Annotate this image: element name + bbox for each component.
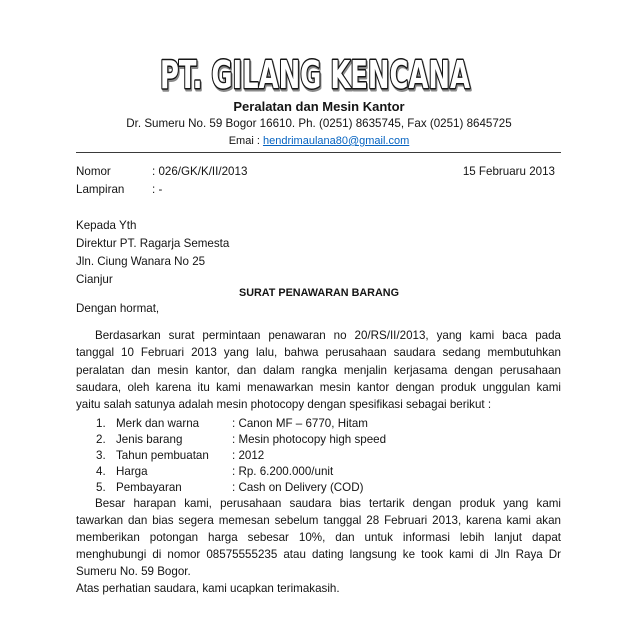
paragraph-line: yaitu salah satunya adalah mesin photocopy dengan spesifikasi sebagai berikut : bbox=[76, 398, 492, 411]
spec-item bbox=[76, 432, 561, 448]
spec-number: 1. bbox=[96, 417, 106, 430]
spec-number: 5. bbox=[96, 481, 106, 494]
company-logo-title bbox=[150, 52, 490, 98]
attachment-label: Lampiran bbox=[76, 183, 125, 196]
company-address: Dr. Sumeru No. 59 Bogor 16610. Ph. (0251) 8635745, Fax (0251) 8645725 bbox=[126, 117, 512, 130]
paragraph-line: Besar harapan kami, perusahaan saudara bias tertarik dengan produk yang kami bbox=[95, 497, 561, 510]
spec-number: 4. bbox=[96, 465, 106, 478]
company-name: PT. GILANG KENCANA bbox=[160, 53, 471, 97]
closing-line: Atas perhatian saudara, kami ucapkan terimakasih. bbox=[76, 582, 340, 595]
recipient-name: Direktur PT. Ragarja Semesta bbox=[76, 237, 230, 250]
recipient-street: Jln. Ciung Wanara No 25 bbox=[76, 255, 206, 268]
spec-number: 2. bbox=[96, 433, 106, 446]
spec-label: Jenis barang bbox=[116, 433, 183, 446]
spec-label: Pembayaran bbox=[116, 481, 182, 494]
email-label: Emai : bbox=[228, 135, 260, 147]
spec-list bbox=[76, 416, 561, 496]
paragraph-line: menghubungi di nomor 08575555235 atau dating langsung ke took kami di Jln Raya Dr bbox=[76, 548, 561, 561]
recipient-greeting: Kepada Yth bbox=[76, 219, 137, 232]
company-email-line bbox=[0, 133, 638, 149]
spec-item bbox=[76, 416, 561, 432]
recipient-city: Cianjur bbox=[76, 273, 113, 286]
letter-number-value: : 026/GK/K/II/2013 bbox=[152, 165, 248, 178]
paragraph-line: saudara, oleh karena itu kami menawarkan mesin kantor dengan produk unggulan kami bbox=[76, 380, 561, 394]
spec-value: : Mesin photocopy high speed bbox=[232, 433, 387, 446]
paragraph-line: Berdasarkan surat permintaan penawaran no 20/RS/II/2013, yang kami baca pada bbox=[95, 329, 561, 342]
letter-subject: SURAT PENAWARAN BARANG bbox=[239, 287, 399, 299]
attachment-row bbox=[76, 181, 561, 199]
spec-value: : Canon MF – 6770, Hitam bbox=[232, 417, 368, 430]
letter-date: 15 Februaru 2013 bbox=[462, 165, 555, 178]
paragraph-1 bbox=[76, 327, 561, 413]
paragraph-line: peralatan dan mesin kantor, dan dalam rangka menjalin kerjasama dengan perusahaan bbox=[76, 363, 561, 377]
spec-item bbox=[76, 464, 561, 480]
recipient-block bbox=[76, 217, 561, 289]
email-link[interactable]: hendrimaulana80@gmail.com bbox=[262, 135, 410, 147]
paragraph-line: tanggal 10 Februari 2013 yang lalu, bahwa perusahaan saudara sedang membutuhkan bbox=[76, 346, 561, 360]
spec-item bbox=[76, 480, 561, 496]
spec-label: Merk dan warna bbox=[116, 417, 200, 430]
spec-value: : Rp. 6.200.000/unit bbox=[232, 465, 334, 478]
company-tagline: Peralatan dan Mesin Kantor bbox=[233, 99, 405, 114]
paragraph-line: tawarkan dan bias segera memesan sebelum tanggal 28 Februari 2013, karena kami akan bbox=[76, 514, 561, 527]
spec-label: Tahun pembuatan bbox=[116, 449, 209, 462]
paragraph-line: Sumeru No. 59 Bogor. bbox=[76, 565, 191, 578]
spec-value: : 2012 bbox=[232, 449, 265, 462]
spec-value: : Cash on Delivery (COD) bbox=[232, 481, 364, 494]
paragraph-line: memberikan potongan harga sebesar 10%, dan untuk informasi lebih lanjut dapat bbox=[76, 531, 561, 544]
header-divider bbox=[76, 152, 561, 153]
spec-number: 3. bbox=[96, 449, 106, 462]
paragraph-2 bbox=[76, 495, 561, 580]
letter-number-label: Nomor bbox=[76, 165, 111, 178]
letter-number-row bbox=[76, 163, 561, 181]
spec-item bbox=[76, 448, 561, 464]
spec-label: Harga bbox=[116, 465, 148, 478]
attachment-value: : - bbox=[152, 183, 163, 196]
salutation: Dengan hormat, bbox=[76, 302, 160, 315]
letter-meta bbox=[76, 163, 561, 199]
